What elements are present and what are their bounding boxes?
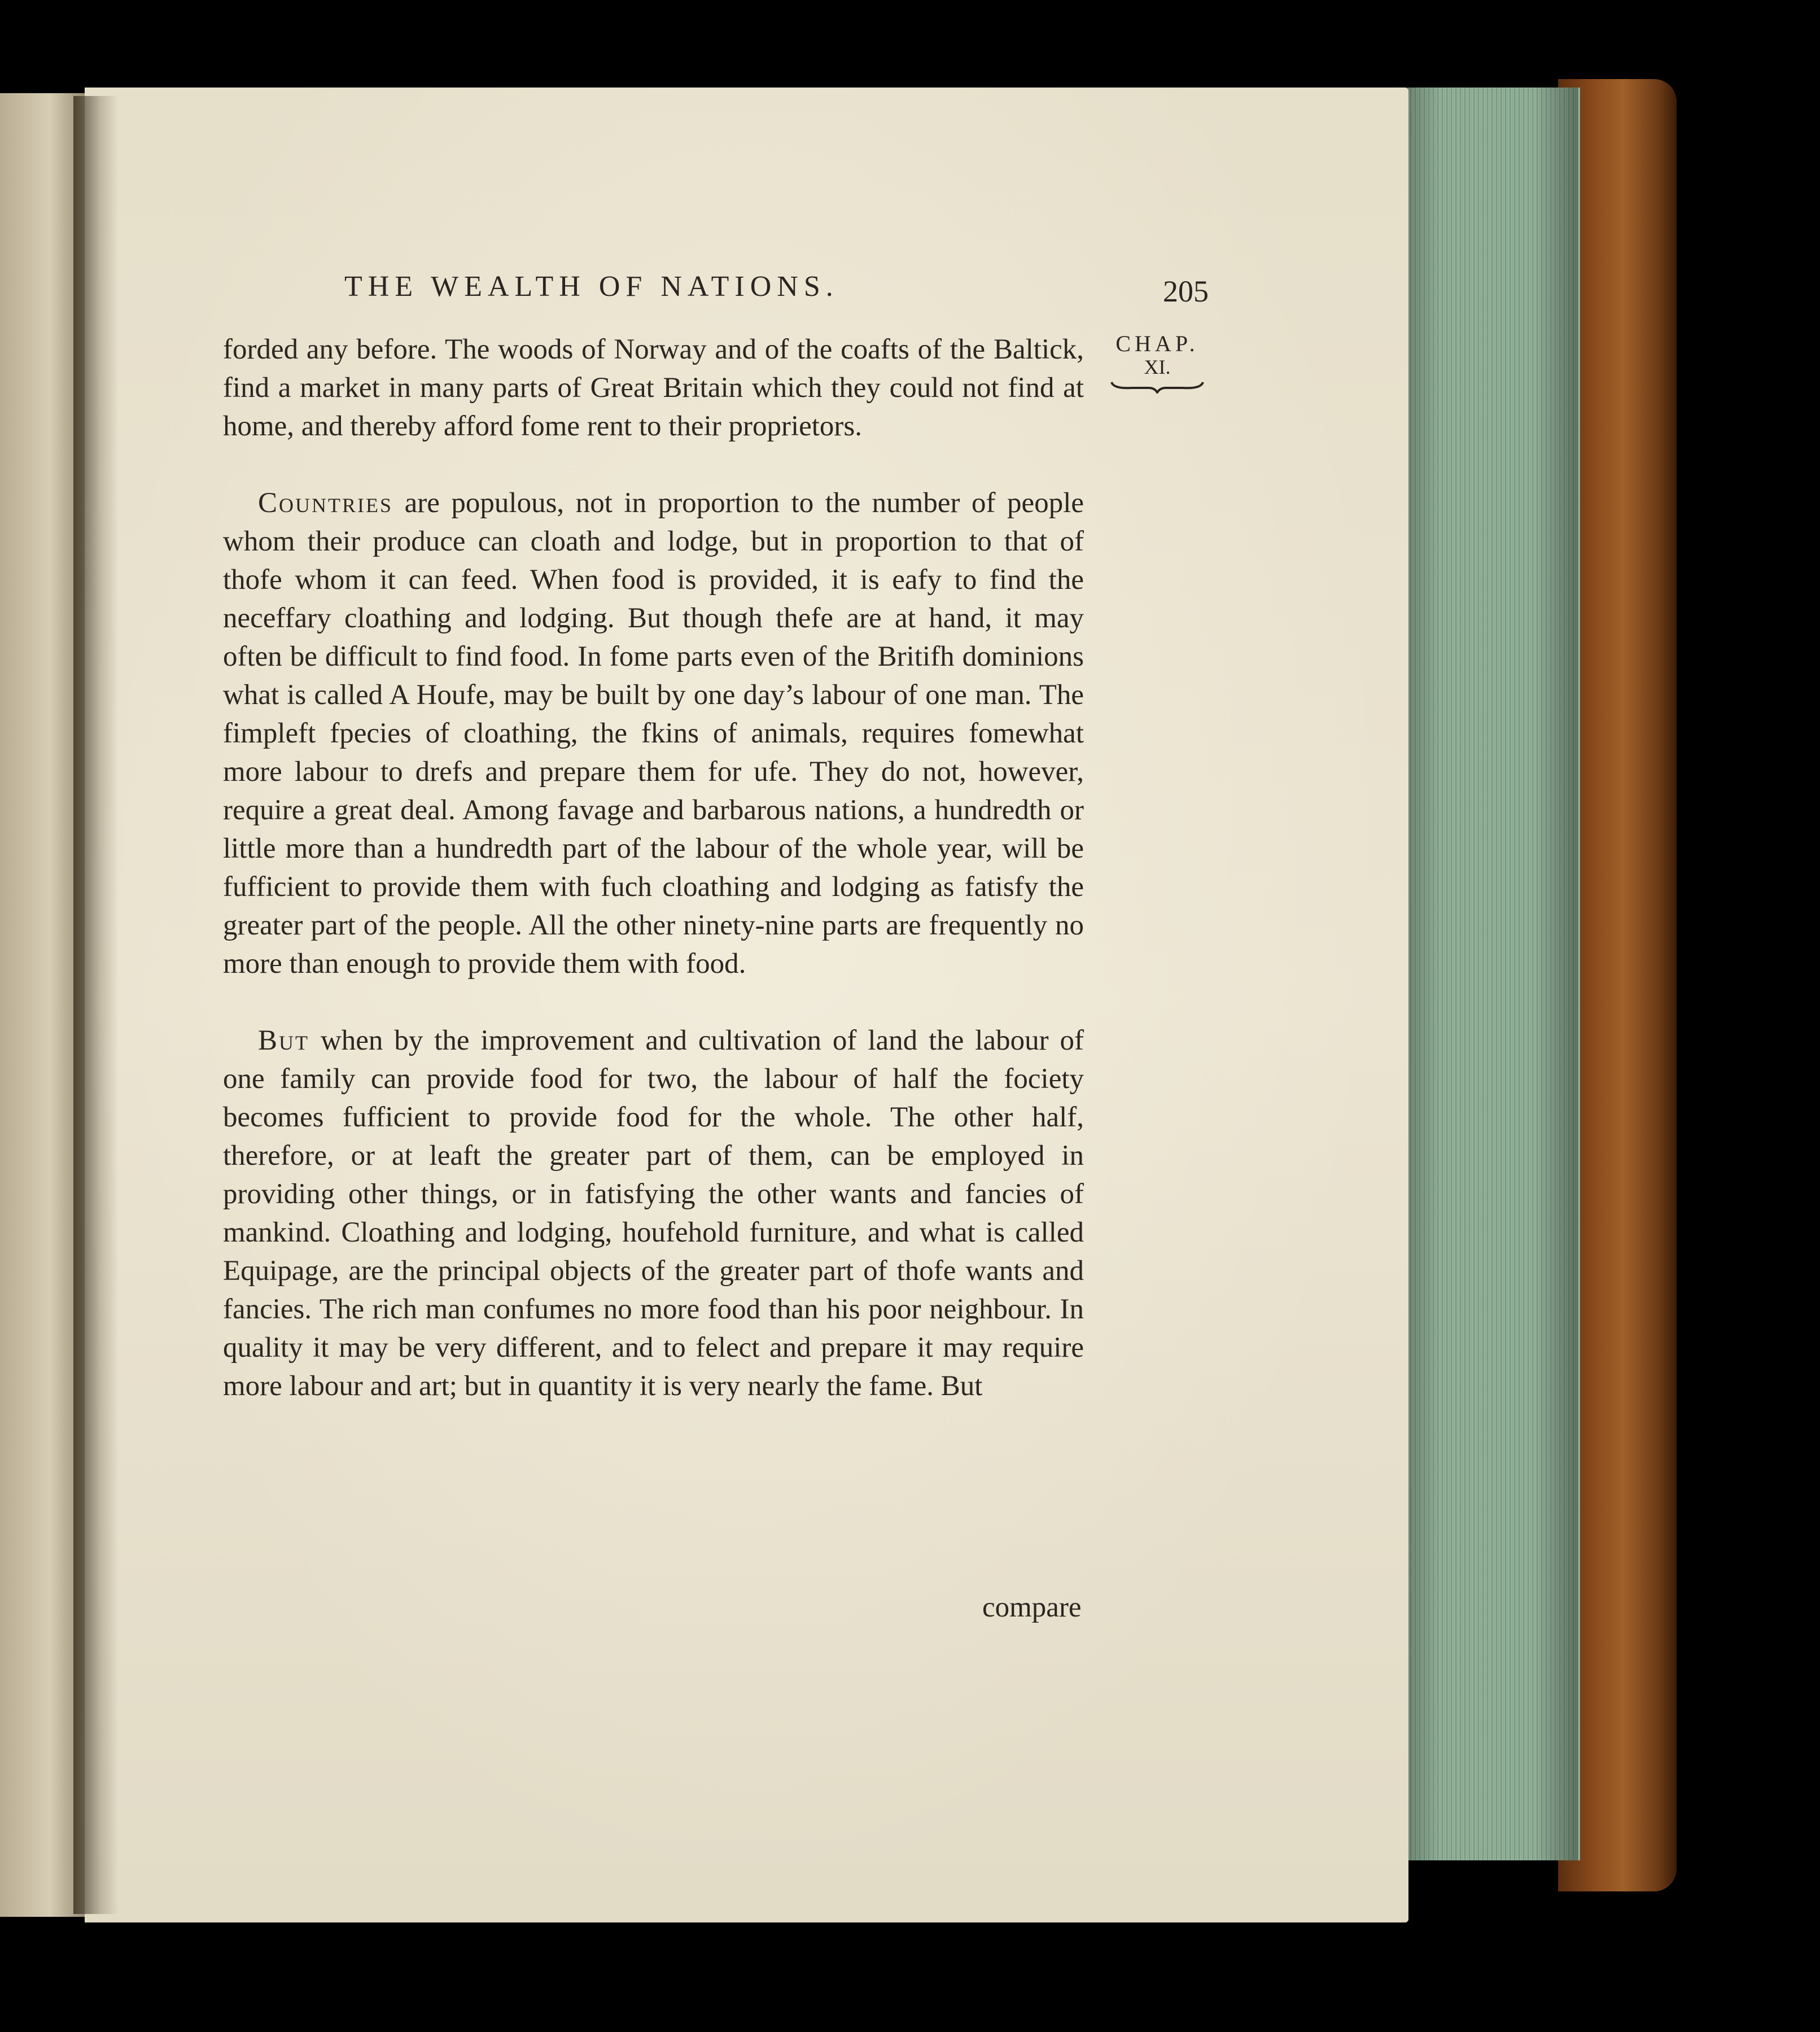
- brace-ornament-icon: [1109, 379, 1205, 394]
- catchword: compare: [982, 1592, 1082, 1623]
- paragraph-lead-word: But: [258, 1025, 310, 1056]
- chapter-number: XI.: [1144, 356, 1171, 378]
- paragraph-but: [223, 1021, 1084, 1405]
- paragraph-text: are populous, not in proportion to the number of people whom their produce can cloath and lodge, but in proportion to that of thofe whom it can feed. When food is provided, it is eafy to find the neceffary cloathing and lodging. But though thefe are at hand, it may often be difficult to find food. In fome parts even of the Britifh dominions what is called A Houfe, may be built by one day’s labour of one man. The fimpleft fpecies of cloathing, the fkins of animals, requires fomewhat more labour to drefs and prepare them for ufe. They do not, however, require a great deal. Among favage and barbarous nations, a hundredth or little more than a hundredth part of the labour of the whole year, will be fufficient to provide them with fuch cloathing and lodging as fatisfy the greater part of the people. All the other ninety-nine parts are frequently no more than enough to provide them with food.: [223, 487, 1084, 980]
- paragraph-text: when by the improvement and cultivation of land the labour of one family can provide food for two, the labour of half the fociety becomes fufficient to provide food for the whole. The other half, therefore, or at leaft the greater part of them, can be employed in providing other things, or in fatisfying the other wants and fancies of mankind. Cloathing and lodging, houfehold furniture, and what is called Equipage, are the principal objects of the greater part of thofe wants and fancies. The rich man confumes no more food than his poor neighbour. In quality it may be very different, and to felect and prepare it may require more labour and art; but in quantity it is very nearly the fame. But: [223, 1025, 1084, 1402]
- page-number: 205: [1163, 274, 1209, 308]
- gutter-shadow: [73, 96, 119, 1914]
- paragraph-countries: [223, 484, 1084, 983]
- paragraph-lead-word: Countries: [258, 487, 393, 519]
- chapter-label: CHAP.: [1115, 331, 1199, 356]
- body-text: [223, 330, 1084, 1405]
- page-block-shading: [1406, 88, 1578, 1860]
- chapter-side-note: [1101, 330, 1214, 394]
- paragraph-continued: [223, 330, 1084, 445]
- paragraph-text: forded any before. The woods of Norway and of the coafts of the Baltick, find a market in many parts of Great Britain which they could not find at home, and thereby afford fome rent to their proprietors.: [223, 334, 1084, 442]
- running-head: THE WEALTH OF NATIONS.: [344, 270, 839, 303]
